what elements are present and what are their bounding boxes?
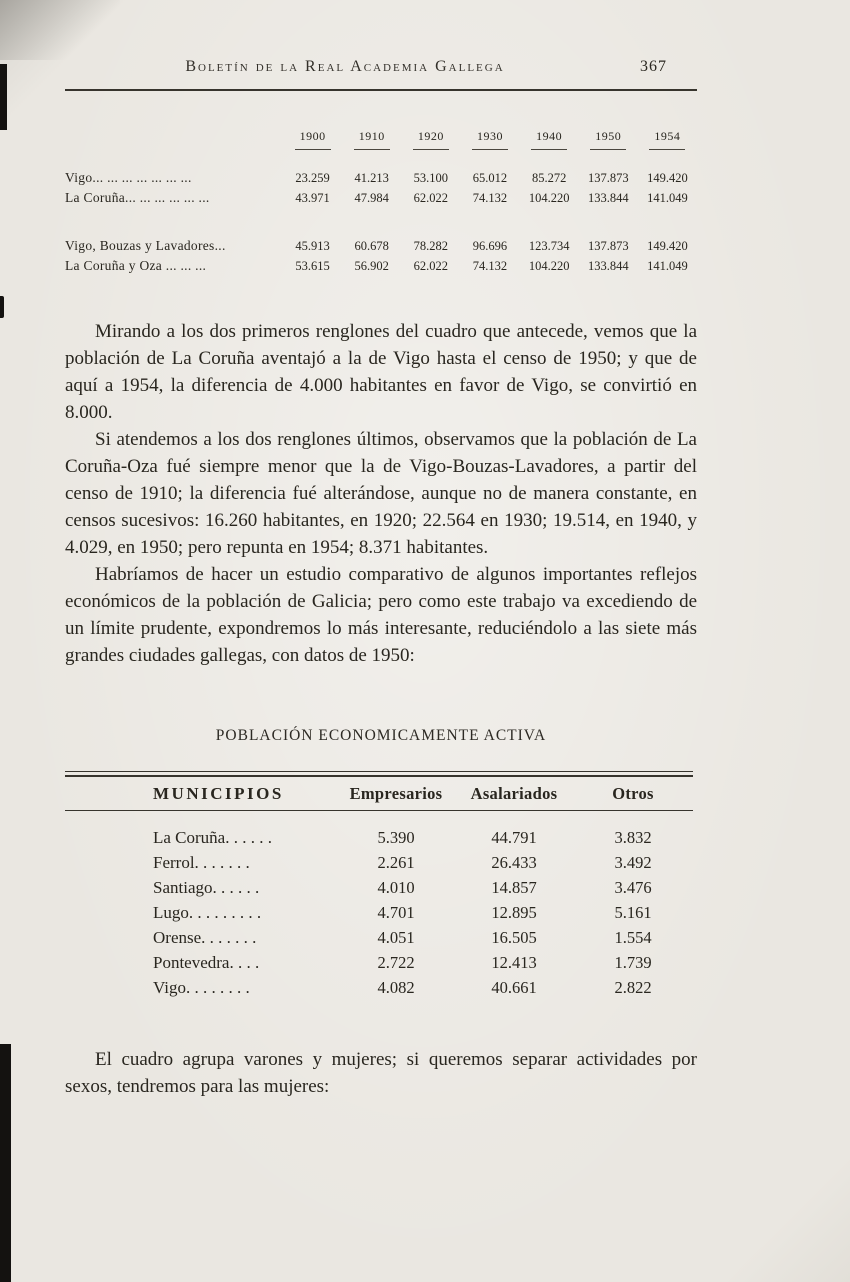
table-cell: 40.661 — [491, 978, 537, 997]
page-number: 367 — [640, 58, 667, 75]
table-cell: 23.259 — [295, 171, 330, 185]
table-row — [65, 256, 697, 276]
table-cell: 43.971 — [295, 191, 330, 205]
row-label: La Coruña... ... ... ... ... ... — [65, 190, 210, 205]
column-header: Otros — [612, 784, 654, 803]
table-cell: 26.433 — [491, 853, 537, 872]
table-row — [65, 925, 693, 950]
table-cell: 123.734 — [528, 239, 570, 253]
table-cell: 44.791 — [491, 828, 537, 847]
table-cell: 2.261 — [377, 853, 415, 872]
table-cell: 12.413 — [491, 953, 537, 972]
table-cell: 3.492 — [614, 853, 652, 872]
table-cell: 47.984 — [354, 191, 389, 205]
scan-artifact — [0, 1044, 11, 1282]
table-cell: 56.902 — [354, 259, 389, 273]
table-cell: 133.844 — [587, 259, 629, 273]
table-cell: 14.857 — [491, 878, 537, 897]
year-label: 1910 — [354, 127, 390, 150]
row-label: La Coruña. . . . . . — [153, 828, 272, 847]
table-cell: 149.420 — [647, 171, 688, 185]
year-label: 1954 — [649, 127, 685, 150]
page-header — [65, 58, 695, 80]
year-label: 1930 — [472, 127, 508, 150]
population-by-year-table — [65, 127, 697, 276]
table-cell: 53.615 — [295, 259, 330, 273]
scan-corner-shade — [0, 0, 120, 60]
table-cell: 62.022 — [413, 191, 449, 205]
row-label: Santiago. . . . . . — [153, 878, 260, 897]
table-row — [65, 875, 693, 900]
year-header — [283, 127, 342, 150]
table-cell: 16.505 — [491, 928, 537, 947]
year-label: 1900 — [295, 127, 331, 150]
table-cell: 12.895 — [491, 903, 537, 922]
table-cell: 1.739 — [614, 953, 652, 972]
table-cell: 133.844 — [587, 191, 629, 205]
table-row — [65, 975, 693, 1000]
table-body — [65, 825, 693, 1000]
paragraph: Habríamos de hacer un estudio comparativo de algunos importantes reflejos económicos de la población de Galicia; pero como este trabajo va excediendo de un límite prudente, expondremos lo más interesante, reduciéndolo a las siete más grandes ciudades gallegas, con datos de 1950: — [65, 564, 697, 666]
table-cell: 137.873 — [587, 171, 629, 185]
column-header: Asalariados — [470, 784, 558, 803]
table-cell: 137.873 — [587, 239, 629, 253]
table-cell: 4.010 — [377, 878, 415, 897]
table-row — [65, 168, 697, 188]
row-label: Orense. . . . . . . — [153, 928, 257, 947]
table-cell: 3.832 — [614, 828, 652, 847]
row-label: Vigo. . . . . . . . — [153, 978, 250, 997]
table-cell: 104.220 — [528, 191, 570, 205]
table-cell: 2.822 — [614, 978, 652, 997]
table-header-row — [65, 777, 693, 811]
table-cell: 5.161 — [614, 903, 652, 922]
header-rule — [65, 89, 697, 91]
table-cell: 41.213 — [354, 171, 389, 185]
row-label: Vigo, Bouzas y Lavadores... — [65, 238, 226, 253]
year-header — [520, 127, 579, 150]
table-row — [65, 236, 697, 256]
column-header: MUNICIPIOS — [153, 784, 284, 803]
table-cell: 78.282 — [413, 239, 449, 253]
row-label: La Coruña y Oza ... ... ... — [65, 258, 207, 273]
row-label: Vigo... ... ... ... ... ... ... — [65, 170, 192, 185]
year-header — [342, 127, 401, 150]
table-cell: 1.554 — [614, 928, 652, 947]
table-title: POBLACIÓN ECONOMICAMENTE ACTIVA — [215, 727, 547, 744]
scan-artifact — [0, 296, 4, 318]
year-header — [460, 127, 519, 150]
table-cell: 149.420 — [647, 239, 688, 253]
table-row — [65, 900, 693, 925]
paragraph: Si atendemos a los dos renglones últimos, observamos que la población de La Coruña-Oza fué siempre menor que la de Vigo-Bouzas-Lavadores, a partir del censo de 1910; la diferencia fué alterándose, aunque no de manera constante, en censos sucesivos: 16.260 habitantes, en 1920; 22.564 en 1930; 19.514, en 1940, y 4.029, en 1950; pero repunta en 1954; 8.371 habitantes. — [65, 429, 697, 558]
closing-paragraph: El cuadro agrupa varones y mujeres; si queremos separar actividades por sexos, tendremos para las mujeres: — [65, 1049, 697, 1097]
table-cell: 45.913 — [295, 239, 330, 253]
table-cell: 141.049 — [647, 191, 688, 205]
active-population-table — [65, 771, 693, 1000]
year-header — [401, 127, 460, 150]
table-cell: 96.696 — [472, 239, 508, 253]
table-group-gap — [65, 208, 697, 236]
table-row — [65, 950, 693, 975]
year-label: 1950 — [590, 127, 626, 150]
table-row — [65, 850, 693, 875]
table-cell: 65.012 — [472, 171, 508, 185]
column-header: Empresarios — [349, 784, 443, 803]
table-cell: 104.220 — [528, 259, 570, 273]
year-header — [579, 127, 638, 150]
table-cell: 141.049 — [647, 259, 688, 273]
table-cell: 4.082 — [377, 978, 415, 997]
table-cell: 53.100 — [413, 171, 449, 185]
table-cell: 4.701 — [377, 903, 415, 922]
paragraph: Mirando a los dos primeros renglones del cuadro que antecede, vemos que la población de La Coruña aventajó a la de Vigo hasta el censo de 1950; y que de aquí a 1954, la diferencia de 4.000 habitantes en favor de Vigo, se convirtió en 8.000. — [65, 321, 697, 423]
table-cell: 62.022 — [413, 259, 449, 273]
table-cell: 3.476 — [614, 878, 652, 897]
year-label: 1940 — [531, 127, 567, 150]
year-header — [638, 127, 697, 150]
table-cell: 2.722 — [377, 953, 415, 972]
scan-artifact — [0, 64, 7, 130]
table-cell: 4.051 — [377, 928, 415, 947]
table-cell: 85.272 — [531, 171, 567, 185]
table-cell: 60.678 — [354, 239, 389, 253]
body-text — [65, 318, 697, 669]
table-cell: 74.132 — [472, 259, 508, 273]
year-label: 1920 — [413, 127, 449, 150]
table-cell: 5.390 — [377, 828, 415, 847]
table-cell: 74.132 — [472, 191, 508, 205]
row-label: Lugo. . . . . . . . . — [153, 903, 262, 922]
row-label: Pontevedra. . . . — [153, 953, 260, 972]
table-row — [65, 825, 693, 850]
table-header-row — [65, 127, 697, 150]
row-label: Ferrol. . . . . . . — [153, 853, 250, 872]
table-row — [65, 188, 697, 208]
journal-title: Boletín de la Real Academia Gallega — [185, 58, 505, 75]
